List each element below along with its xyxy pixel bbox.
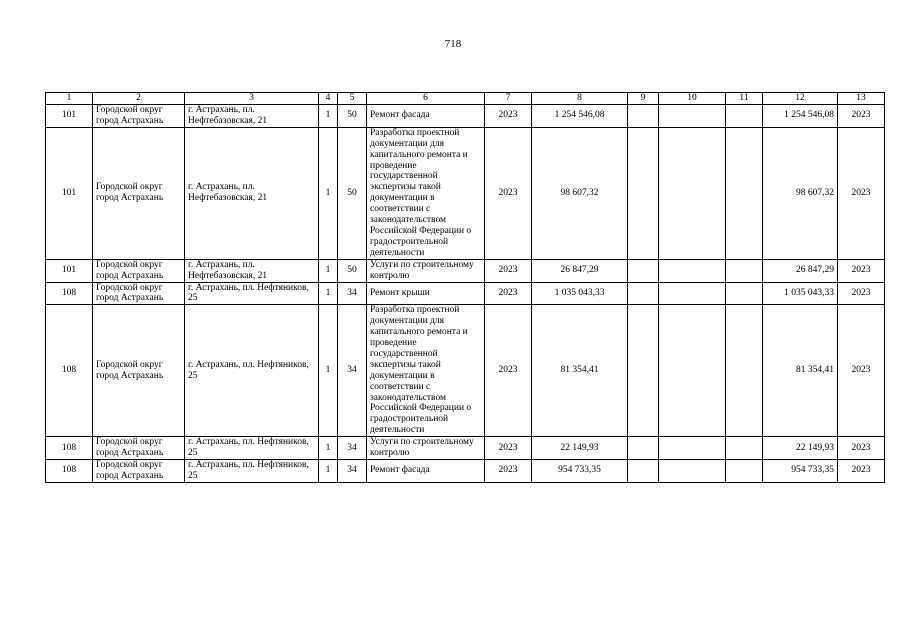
table-row — [46, 437, 885, 460]
cell-col9 — [628, 305, 659, 437]
cell-total: 954 733,35 — [763, 460, 838, 483]
cell-end-year: 2023 — [838, 282, 885, 305]
cell-address: г. Астрахань, пл. Нефтяников, 25 — [185, 305, 319, 437]
cell-col4: 1 — [319, 259, 338, 282]
cell-work: Ремонт фасада — [367, 460, 485, 483]
cell-total: 22 149,93 — [763, 437, 838, 460]
cell-municipality: Городской округ город Астрахань — [93, 437, 185, 460]
column-header: 10 — [659, 93, 726, 105]
cell-col10 — [659, 127, 726, 259]
column-header: 13 — [838, 93, 885, 105]
column-header: 1 — [46, 93, 93, 105]
cell-total: 81 354,41 — [763, 305, 838, 437]
table-row — [46, 282, 885, 305]
column-header: 12 — [763, 93, 838, 105]
cell-work: Услуги по строительному контролю — [367, 259, 485, 282]
capital-repair-table — [45, 92, 885, 483]
cell-number: 108 — [46, 437, 93, 460]
cell-end-year: 2023 — [838, 259, 885, 282]
cell-cost: 1 254 546,08 — [532, 105, 628, 128]
column-header: 2 — [93, 93, 185, 105]
cell-address: г. Астрахань, пл. Нефтяников, 25 — [185, 460, 319, 483]
cell-cost: 22 149,93 — [532, 437, 628, 460]
cell-address: г. Астрахань, пл. Нефтебазовская, 21 — [185, 259, 319, 282]
cell-year: 2023 — [485, 282, 532, 305]
cell-col5: 34 — [338, 305, 367, 437]
cell-col10 — [659, 105, 726, 128]
cell-col10 — [659, 259, 726, 282]
cell-cost: 954 733,35 — [532, 460, 628, 483]
cell-col4: 1 — [319, 437, 338, 460]
cell-municipality: Городской округ город Астрахань — [93, 282, 185, 305]
cell-municipality: Городской округ город Астрахань — [93, 460, 185, 483]
cell-col4: 1 — [319, 105, 338, 128]
cell-municipality: Городской округ город Астрахань — [93, 259, 185, 282]
cell-col5: 34 — [338, 460, 367, 483]
cell-col11 — [726, 437, 763, 460]
cell-col9 — [628, 105, 659, 128]
cell-total: 1 254 546,08 — [763, 105, 838, 128]
cell-col9 — [628, 282, 659, 305]
cell-col11 — [726, 305, 763, 437]
cell-municipality: Городской округ город Астрахань — [93, 305, 185, 437]
cell-end-year: 2023 — [838, 105, 885, 128]
cell-year: 2023 — [485, 127, 532, 259]
cell-address: г. Астрахань, пл. Нефтяников, 25 — [185, 282, 319, 305]
cell-end-year: 2023 — [838, 437, 885, 460]
cell-total: 98 607,32 — [763, 127, 838, 259]
cell-col10 — [659, 282, 726, 305]
cell-address: г. Астрахань, пл. Нефтебазовская, 21 — [185, 105, 319, 128]
cell-cost: 1 035 043,33 — [532, 282, 628, 305]
cell-year: 2023 — [485, 259, 532, 282]
cell-end-year: 2023 — [838, 305, 885, 437]
column-header: 8 — [532, 93, 628, 105]
cell-col11 — [726, 282, 763, 305]
cell-col4: 1 — [319, 127, 338, 259]
cell-col4: 1 — [319, 305, 338, 437]
cell-col9 — [628, 259, 659, 282]
cell-cost: 26 847,29 — [532, 259, 628, 282]
cell-number: 108 — [46, 460, 93, 483]
cell-number: 101 — [46, 259, 93, 282]
cell-col10 — [659, 437, 726, 460]
table-row — [46, 460, 885, 483]
cell-work: Разработка проектной документации для капитального ремонта и проведение государственной экспертизы такой документации в соответствии с законодательством Российской Федерации о градостроительной деятельности — [367, 127, 485, 259]
column-header: 9 — [628, 93, 659, 105]
column-header: 3 — [185, 93, 319, 105]
cell-municipality: Городской округ город Астрахань — [93, 127, 185, 259]
cell-col10 — [659, 460, 726, 483]
cell-number: 108 — [46, 282, 93, 305]
cell-work: Разработка проектной документации для капитального ремонта и проведение государственной экспертизы такой документации в соответствии с законодательством Российской Федерации о градостроительной деятельности — [367, 305, 485, 437]
column-header: 4 — [319, 93, 338, 105]
cell-address: г. Астрахань, пл. Нефтебазовская, 21 — [185, 127, 319, 259]
cell-col5: 50 — [338, 259, 367, 282]
column-header: 6 — [367, 93, 485, 105]
cell-col5: 34 — [338, 282, 367, 305]
cell-col11 — [726, 259, 763, 282]
cell-col5: 50 — [338, 105, 367, 128]
column-header: 7 — [485, 93, 532, 105]
cell-cost: 98 607,32 — [532, 127, 628, 259]
cell-col9 — [628, 437, 659, 460]
cell-col10 — [659, 305, 726, 437]
cell-col9 — [628, 460, 659, 483]
cell-col4: 1 — [319, 282, 338, 305]
table-row — [46, 105, 885, 128]
cell-cost: 81 354,41 — [532, 305, 628, 437]
table-row — [46, 259, 885, 282]
cell-col5: 34 — [338, 437, 367, 460]
cell-col4: 1 — [319, 460, 338, 483]
cell-work: Ремонт фасада — [367, 105, 485, 128]
table-row — [46, 305, 885, 437]
cell-col9 — [628, 127, 659, 259]
cell-end-year: 2023 — [838, 460, 885, 483]
page-number: 718 — [444, 38, 462, 50]
cell-year: 2023 — [485, 105, 532, 128]
table-row — [46, 127, 885, 259]
cell-year: 2023 — [485, 305, 532, 437]
cell-col11 — [726, 105, 763, 128]
cell-number: 108 — [46, 305, 93, 437]
cell-col11 — [726, 460, 763, 483]
cell-year: 2023 — [485, 437, 532, 460]
cell-end-year: 2023 — [838, 127, 885, 259]
cell-municipality: Городской округ город Астрахань — [93, 105, 185, 128]
cell-address: г. Астрахань, пл. Нефтяников, 25 — [185, 437, 319, 460]
cell-work: Ремонт крыши — [367, 282, 485, 305]
column-header: 11 — [726, 93, 763, 105]
cell-col5: 50 — [338, 127, 367, 259]
cell-number: 101 — [46, 105, 93, 128]
cell-total: 26 847,29 — [763, 259, 838, 282]
cell-year: 2023 — [485, 460, 532, 483]
column-header: 5 — [338, 93, 367, 105]
cell-col11 — [726, 127, 763, 259]
cell-work: Услуги по строительному контролю — [367, 437, 485, 460]
cell-number: 101 — [46, 127, 93, 259]
cell-total: 1 035 043,33 — [763, 282, 838, 305]
header-row — [46, 93, 885, 105]
